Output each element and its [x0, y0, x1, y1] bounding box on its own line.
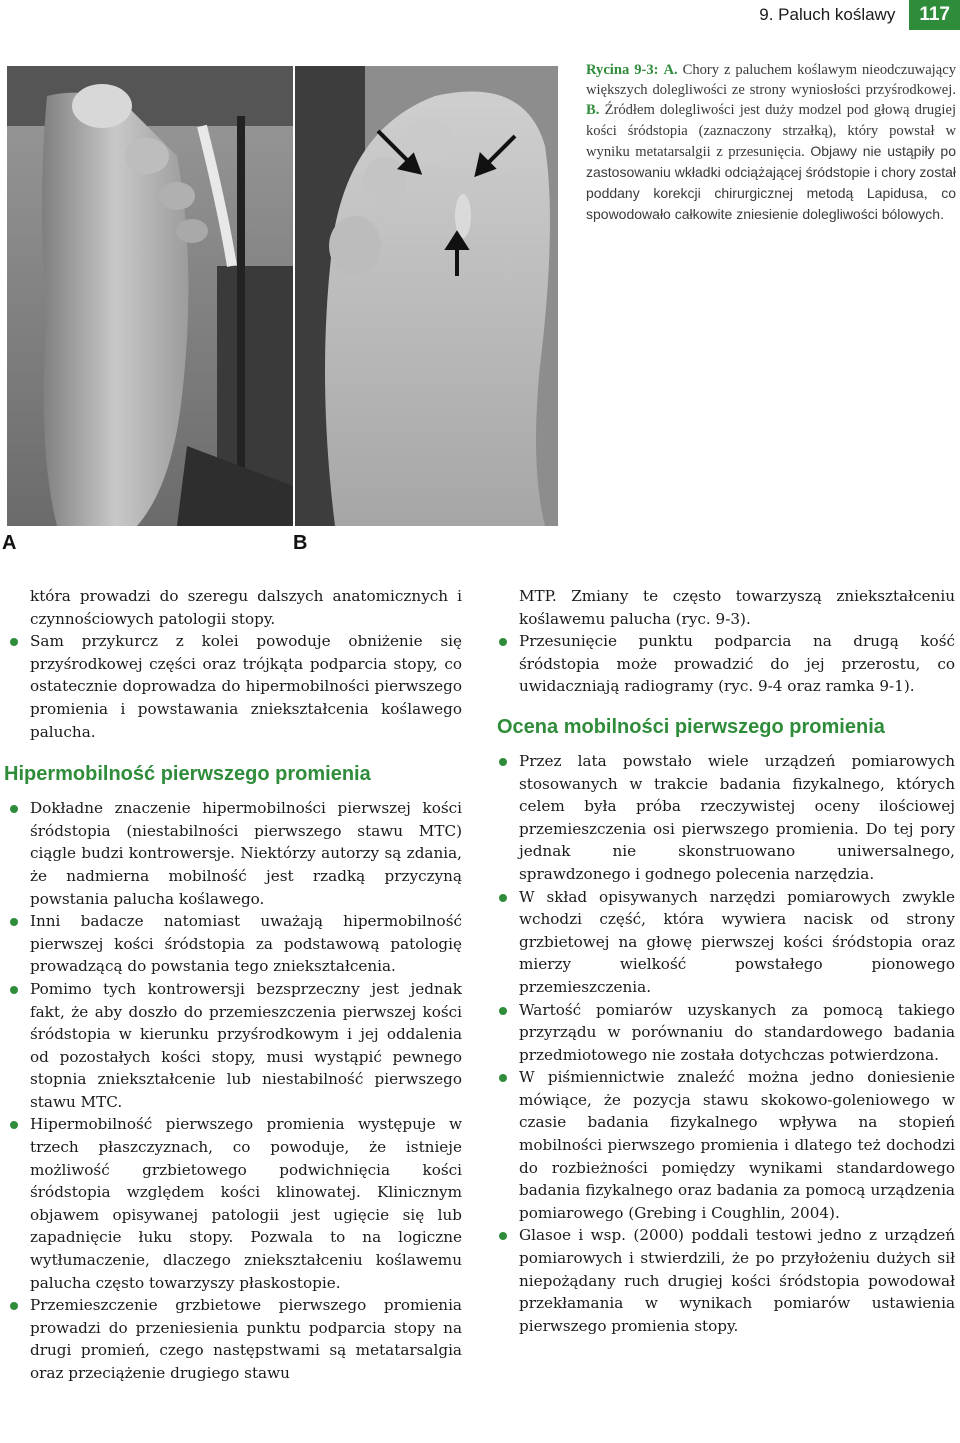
page-header: [0, 0, 960, 30]
section-heading-mobility-assessment: Ocena mobilności pierwszego promienia: [497, 715, 885, 738]
caption-b-text: Źródłem dolegliwości jest duży modzel pod głową drugiej kości śródstopia (zaznaczony strzałką), który powstał w wyniku metatarsalgii z przesunięcia.: [586, 102, 956, 160]
caption-b-letter: B.: [586, 102, 600, 119]
caption-lead: Rycina 9-3:: [586, 62, 659, 78]
caption-a-letter: A.: [663, 62, 678, 78]
caption-rest: Objawy nie ustąpiły po zastosowaniu wkładki odciążającej śródstopie i chory został poddany korekcji chirurgicznej metodą Lapidusa, co spowodowało całkowite zniesienie dolegliwości bólowych.: [586, 142, 957, 223]
list-item: Dokładne znaczenie hipermobilności pierwszej kości śródstopia (niestabilności pierwszego stawu MTC) ciągle budzi kontrowersje. Niektórzy autorzy są zdania, że nadmierna mobilność jest rzadką przyczyną powstania palucha koślawego.: [8, 797, 462, 910]
photo-a-foot-dorsal: [7, 66, 293, 526]
photo-a-label: A: [2, 532, 17, 554]
left-top-list: [8, 630, 462, 743]
list-item: Sam przykurcz z kolei powoduje obniżenie się przyśrodkowej części oraz trójkąta podparcia stopy, co ostatecznie doprowadza do hipermobilności pierwszego promienia i powstawania zniekształcenia koślawego palucha.: [8, 630, 462, 743]
list-item: Pomimo tych kontrowersji bezsprzeczny jest jednak fakt, że aby doszło do przemieszczenia pierwszej kości śródstopia w kierunku przyśrodkowym i jej oddalenia od pozostałych kości stopy, musi wystąpić pewnego stopnia zniekształcenie lub niestabilność pierwszego stawu MTC.: [8, 978, 462, 1114]
section-heading-hypermobility: Hipermobilność pierwszego promienia: [4, 763, 371, 786]
list-item: Hipermobilność pierwszego promienia występuje w trzech płaszczyznach, co powoduje, że istnieje możliwość grzbietowego podwichnięcia kości śródstopia względem kości klinowatej. Klinicznym objawem opisywanej patologii jest ugięcie się lub zapadnięcie łuku stopy. Pozwala to na logiczne wytłumaczenie, dlaczego zniekształceniu koślawemu palucha często towarzyszy płaskostopie.: [8, 1113, 462, 1294]
left-column: [4, 585, 462, 1385]
list-item: Wartość pomiarów uzyskanych za pomocą takiego przyrządu w porównaniu do standardowego badania przedmiotowego nie została dotychczas potwierdzona.: [497, 999, 955, 1067]
list-item: Glasoe i wsp. (2000) poddali testowi jedno z urządzeń pomiarowych i stwierdzili, że po przyłożeniu dużych sił niepożądany ruch drugiej kości śródstopia powodował przekłamania w wynikach pomiarów ustawienia pierwszego promienia stopy.: [497, 1224, 955, 1337]
right-intro: MTP. Zmiany te często towarzyszą zniekształceniu koślawemu palucha (ryc. 9-3).: [519, 587, 955, 628]
list-item: Przemieszczenie grzbietowe pierwszego promienia prowadzi do przeniesienia punktu podparcia stopy na drugi promień, czego następstwami są metatarsalgia oraz przeciążenie drugiego stawu: [8, 1294, 462, 1384]
figure-caption: [586, 60, 956, 226]
list-item: W piśmiennictwie znaleźć można jedno doniesienie mówiące, że pozycja stawu skokowo-goleniowego w czasie badania fizykalnego wpływa na stopień mobilności pierwszego promienia i dlatego też dochodzi do rozbieżności pomiędzy wynikami standardowego badania fizykalnego oraz badania za pomocą urządzenia pomiarowego (Grebing i Coughlin, 2004).: [497, 1066, 955, 1224]
right-list: [497, 750, 955, 1337]
caption-a-text: Chory z paluchem koślawym nieodczuwający większych dolegliwości ze strony wyniosłości przyśrodkowej.: [586, 62, 956, 99]
right-top-list: [497, 630, 955, 698]
chapter-title: 9. Paluch koślawy: [759, 5, 896, 24]
left-intro: która prowadzi do szeregu dalszych anatomicznych i czynnościowych patologii stopy.: [30, 587, 462, 628]
left-list: [8, 797, 462, 1384]
right-column: [497, 585, 955, 1337]
page-number: 117: [909, 0, 960, 30]
list-item: Przesunięcie punktu podparcia na drugą kość śródstopia może prowadzić do jej przerostu, co uwidaczniają radiogramy (ryc. 9-4 oraz ramka 9-1).: [497, 630, 955, 698]
list-item: W skład opisywanych narzędzi pomiarowych zwykle wchodzi część, która wywiera nacisk od strony grzbietowej na głowę pierwszej kości śródstopia oraz mierzy wielkość powstałego pionowego przemieszczenia.: [497, 886, 955, 999]
list-item: Przez lata powstało wiele urządzeń pomiarowych stosowanych w trakcie badania fizykalnego, których celem była próba rzeczywistej oceny ilościowej przemieszczenia osi pierwszego promienia. Do tej pory jednak nie skonstruowano uniwersalnego, sprawdzonego i godnego polecenia narzędzia.: [497, 750, 955, 886]
photo-b-foot-plantar: [295, 66, 558, 526]
list-item: Inni badacze natomiast uważają hipermobilność pierwszej kości śródstopia za podstawową patologię prowadzącą do powstania tego zniekształcenia.: [8, 910, 462, 978]
photo-b-label: B: [293, 532, 308, 554]
